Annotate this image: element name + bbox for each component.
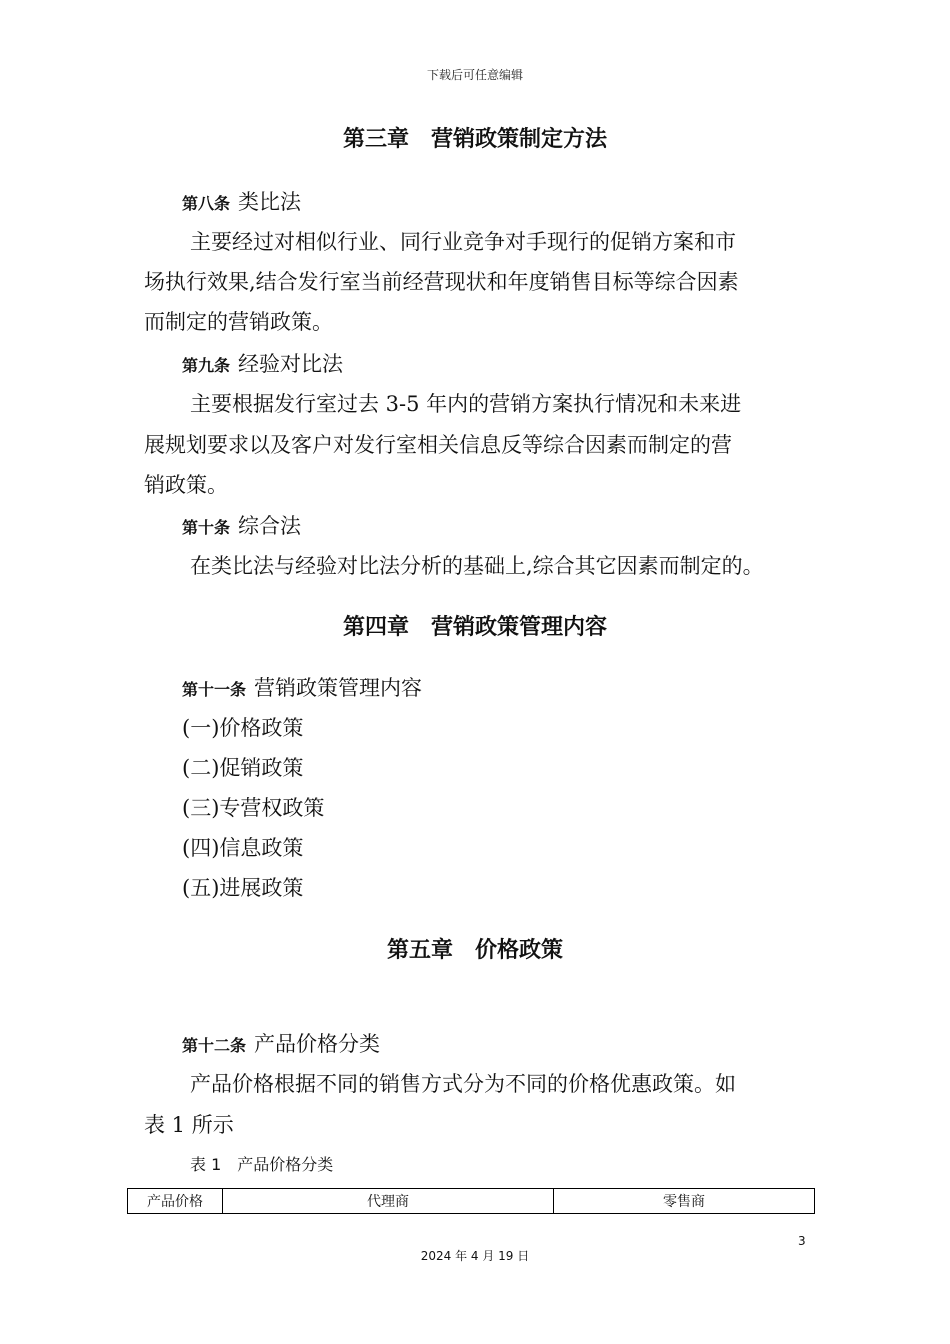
page-number: 3 (798, 1234, 806, 1248)
list-item: (二)促销政策 (182, 756, 304, 780)
article-12-title: 产品价格分类 (254, 1032, 381, 1056)
article-8-line-2: 场执行效果,结合发行室当前经营现状和年度销售目标等综合因素 (144, 270, 739, 294)
article-8-title: 类比法 (238, 190, 302, 214)
list-item: (一)价格政策 (182, 716, 304, 740)
article-8-number: 第八条 (182, 194, 231, 213)
table-header-cell: 代理商 (223, 1189, 554, 1214)
article-12-heading (182, 1028, 380, 1058)
table-header-row (128, 1189, 815, 1214)
footer-date: 2024 年 4 月 19 日 (420, 1249, 530, 1263)
chapter-3-title: 第三章 营销政策制定方法 (342, 127, 607, 152)
list-item: (四)信息政策 (182, 836, 304, 860)
article-9-heading (182, 348, 343, 378)
article-9-number: 第九条 (182, 356, 231, 375)
article-8-line-3: 而制定的营销政策。 (144, 310, 333, 334)
chapter-4-title: 第四章 营销政策管理内容 (342, 615, 607, 640)
article-11-number: 第十一条 (182, 680, 247, 699)
article-9-line-1: 主要根据发行室过去 3-5 年内的营销方案执行情况和未来进 (190, 392, 742, 416)
page-header: 下载后可任意编辑 (426, 68, 523, 82)
table-header-cell: 产品价格 (128, 1189, 223, 1214)
table-caption: 表 1 产品价格分类 (190, 1155, 334, 1174)
list-item: (五)进展政策 (182, 876, 304, 900)
article-9-title: 经验对比法 (238, 352, 344, 376)
article-10-number: 第十条 (182, 518, 231, 537)
article-8-heading (182, 186, 301, 216)
article-11-title: 营销政策管理内容 (254, 676, 423, 700)
article-10-heading (182, 510, 301, 540)
list-item: (三)专营权政策 (182, 796, 325, 820)
article-11-heading (182, 672, 422, 702)
table-header-cell: 零售商 (554, 1189, 815, 1214)
article-8-line-1: 主要经过对相似行业、同行业竞争对手现行的促销方案和市 (190, 230, 736, 254)
price-table (127, 1188, 815, 1214)
article-10-line-1: 在类比法与经验对比法分析的基础上,综合其它因素而制定的。 (190, 554, 764, 578)
chapter-5-title: 第五章 价格政策 (386, 938, 563, 963)
article-12-number: 第十二条 (182, 1036, 247, 1055)
article-12-line-2: 表 1 所示 (144, 1113, 234, 1137)
article-10-title: 综合法 (238, 514, 302, 538)
article-9-line-2: 展规划要求以及客户对发行室相关信息反等综合因素而制定的营 (144, 433, 732, 457)
article-9-line-3: 销政策。 (144, 473, 228, 497)
article-12-line-1: 产品价格根据不同的销售方式分为不同的价格优惠政策。如 (190, 1072, 736, 1096)
